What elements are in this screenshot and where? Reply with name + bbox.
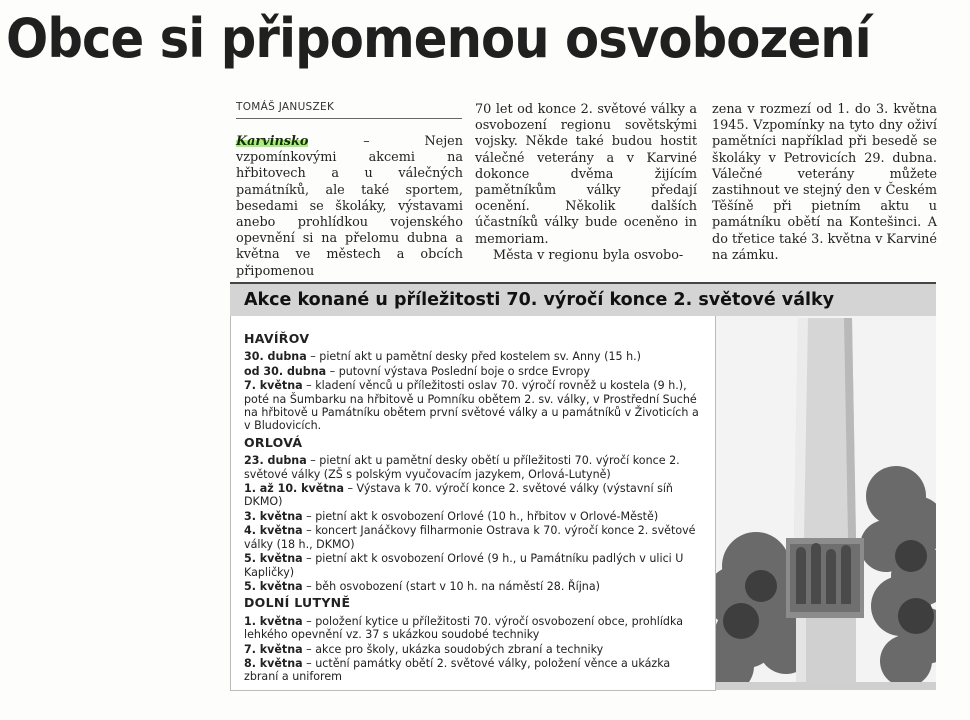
memorial-image (716, 316, 936, 690)
event-item (244, 580, 706, 593)
events-box-title: Akce konané u příležitosti 70. výročí konce 2. světové války (244, 290, 835, 310)
article-text-2: 70 let od konce 2. světové války a osvobození regionu sovětskými vojsky. Někde také budou hostit válečné veterány a v Karviné dokonce dvěma žijícím pamětníkům války předají ocenění. Několik dalších účastníků války bude oceněno in memoriam. (475, 102, 697, 247)
event-description: – položení kytice u příležitosti 70. výročí osvobození obce, prohlídka lehkého opevnění vz. 37 s ukázkou soudobé techniky (244, 614, 683, 642)
event-description: – běh osvobození (start v 10 h. na náměstí 28. Října) (302, 579, 600, 593)
event-item (244, 643, 706, 656)
event-description: – pietní akt u pamětní desky před kostelem sv. Anny (15 h.) (306, 350, 642, 364)
event-description: – pietní akt k osvobození Orlové (10 h., hřbitov v Orlové-Městě) (302, 509, 659, 523)
event-date: 7. května (244, 642, 303, 656)
event-date: 30. dubna (244, 350, 307, 364)
events-list (244, 330, 706, 685)
byline-rule (236, 118, 462, 119)
region-lead: Karvinsko (236, 134, 309, 149)
event-description: – kladení věnců u příležitosti oslav 70. výročí rovněž u kostela (9 h.), poté na Šumbarku na hřbitově u Pomníku obětem 2. sv. války, v Prostřední Suché na hřbitově u Památníku obětem první světové války a u památníků v Životicích a v Bludovicích. (244, 379, 699, 433)
event-item (244, 350, 706, 363)
event-item (244, 552, 706, 579)
town-heading: DOLNÍ LUTYNĚ (244, 595, 351, 611)
event-date: 3. května (244, 509, 303, 523)
event-date: 4. května (244, 524, 303, 538)
event-description: – Výstava k 70. výročí konce 2. světové války (výstavní síň DKMO) (244, 482, 673, 509)
event-item (244, 510, 706, 523)
event-item (244, 615, 706, 642)
event-description: – putovní výstava Poslední boje o srdce Evropy (326, 364, 591, 378)
article-column-3 (712, 102, 937, 264)
event-date: 23. dubna (244, 454, 307, 468)
byline: TOMÁŠ JANUSZEK (236, 101, 335, 113)
event-item (244, 657, 706, 684)
event-date: od 30. dubna (244, 364, 327, 378)
article-text-2b: Města v regionu byla osvobo- (493, 247, 684, 263)
article-text-1: – Nejen vzpomínkovými akcemi na hřbitovech a u válečných památníků, ale také sportem, besedami se školáky, výstavami anebo prohlídkou vojenského opevnění si na přelomu dubna a května ve městech a obcích připomenou (236, 134, 463, 279)
town-heading: HAVÍŘOV (244, 331, 310, 346)
event-item (244, 454, 706, 481)
event-date: 5. května (244, 552, 303, 566)
event-description: – akce pro školy, ukázka soudobých zbraní a techniky (302, 642, 604, 656)
event-date: 5. května (244, 579, 303, 593)
event-item (244, 524, 706, 551)
event-item (244, 379, 706, 433)
event-date: 8. května (244, 656, 303, 670)
event-date: 1. května (244, 614, 303, 628)
event-item (244, 365, 706, 378)
event-date: 7. května (244, 379, 303, 393)
event-description: – pietní akt k osvobození Orlové (9 h., u Památníku padlých v ulici U Kapličky) (244, 552, 684, 579)
article-text-3: zena v rozmezí od 1. do 3. května 1945. Vzpomínky na tyto dny oživí pamětníci například při besedě se školáky v Petrovicích 29. dubna. Válečné veterány můžete zastihnout ve stejný den v Českém Těšíně při pietním aktu u památníku obětí na Kontešinci. A do třetice také 3. května v Karviné na zámku. (712, 102, 937, 263)
memorial-photo (716, 316, 936, 690)
headline: Obce si připomenou osvobození (6, 7, 871, 70)
event-date: 1. až 10. května (244, 482, 344, 496)
town-heading: ORLOVÁ (244, 434, 303, 450)
article-column-1 (236, 134, 463, 280)
event-description: – uctění památky obětí 2. světové války, položení věnce a ukázka zbraní a uniforem (244, 656, 671, 684)
event-description: – pietní akt u pamětní desky obětí u příležitosti 70. výročí konce 2. světové války (ZŠ s polským vyučovacím jazykem, Orlová-Lutyně) (244, 454, 680, 481)
events-box-header (230, 282, 936, 318)
event-description: – koncert Janáčkovy filharmonie Ostrava k 70. výročí konce 2. světové války (18 h., DKMO) (244, 524, 696, 551)
event-item (244, 482, 706, 509)
article-column-2 (475, 102, 697, 264)
